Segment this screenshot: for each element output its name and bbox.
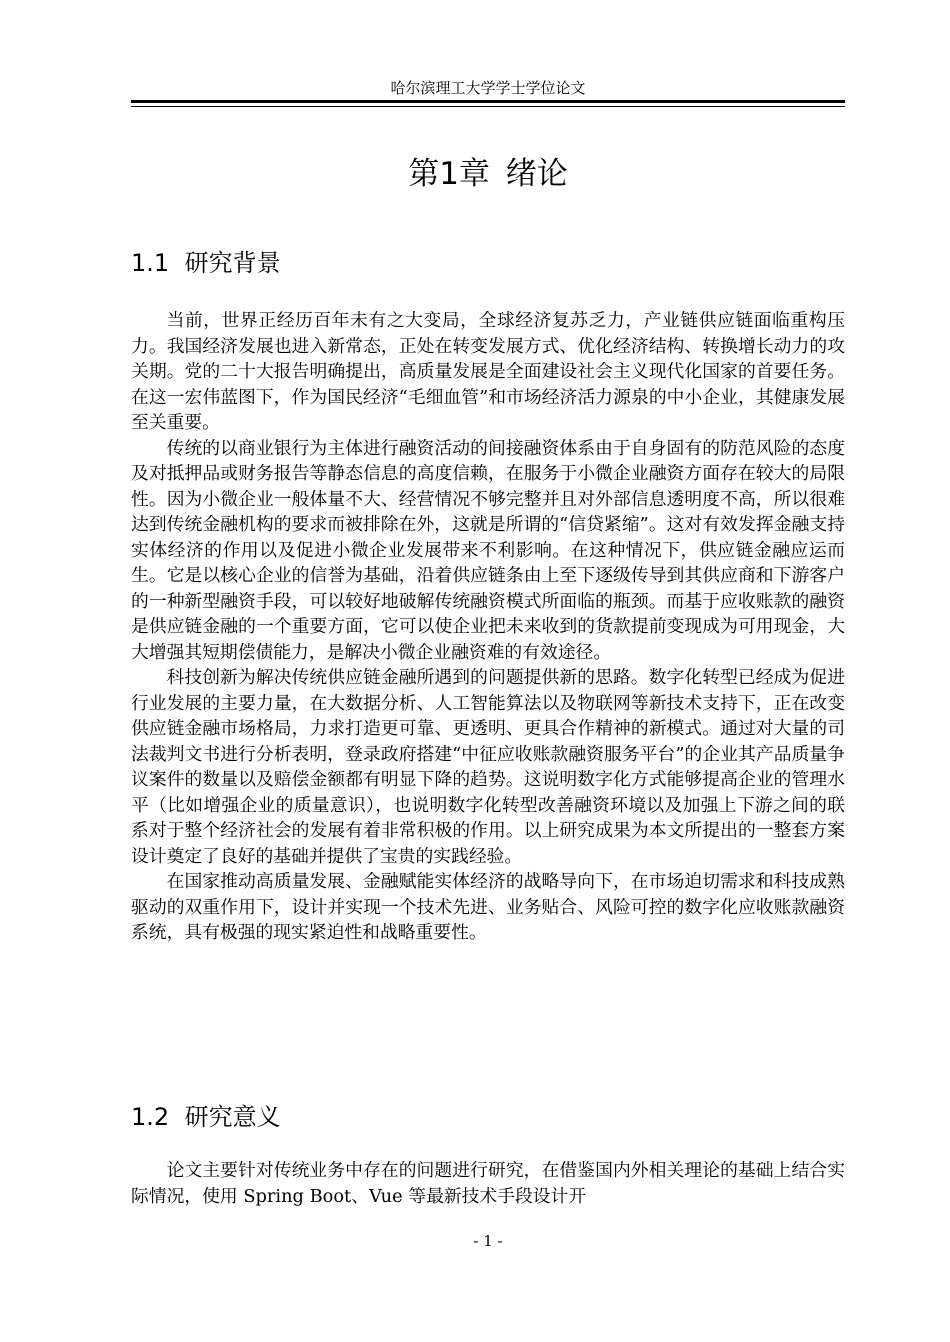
paragraph: 当前，世界正经历百年未有之大变局，全球经济复苏乏力，产业链供应链面临重构压力。我国经济发展也进入新常态，正处在转变发展方式、优化经济结构、转换增长动力的攻关期。党的二十大报告明确提出，高质量发展是全面建设社会主义现代化国家的首要任务。在这一宏伟蓝图下，作为国民经济“毛细血管”和市场经济活力源泉的中小企业，其健康发展至关重要。 xyxy=(131,310,845,433)
section-title: 研究意义 xyxy=(184,1103,281,1131)
running-header: 哈尔滨理工大学学士学位论文 xyxy=(390,79,586,97)
header-rule-thin xyxy=(131,106,845,107)
section-heading-1-2 xyxy=(131,1101,281,1133)
header-rule-thick xyxy=(131,100,845,103)
chapter-title: 第1章 绪论 xyxy=(408,156,568,192)
section-1-1-body xyxy=(131,308,845,946)
paragraph: 论文主要针对传统业务中存在的问题进行研究，在借鉴国内外相关理论的基础上结合实际情况，使用 Spring Boot、Vue 等最新技术手段设计开 xyxy=(131,1160,845,1207)
section-number: 1.1 xyxy=(131,249,170,277)
section-title: 研究背景 xyxy=(184,249,281,277)
paragraph: 科技创新为解决传统供应链金融所遇到的问题提供新的思路。数字化转型已经成为促进行业发展的主要力量，在大数据分析、人工智能算法以及物联网等新技术支持下，正在改变供应链金融市场格局，力求打造更可靠、更透明、更具合作精神的新模式。通过对大量的司法裁判文书进行分析表明，登录政府搭建“中征应收账款融资服务平台”的企业其产品质量争议案件的数量以及赔偿金额都有明显下降的趋势。这说明数字化方式能够提高企业的管理水平（比如增强企业的质量意识），也说明数字化转型改善融资环境以及加强上下游之间的联系对于整个经济社会的发展有着非常积极的作用。以上研究成果为本文所提出的一整套方案设计奠定了良好的基础并提供了宝贵的实践经验。 xyxy=(131,667,845,867)
section-heading-1-1 xyxy=(131,247,281,279)
paragraph: 在国家推动高质量发展、金融赋能实体经济的战略导向下，在市场迫切需求和科技成熟驱动的双重作用下，设计并实现一个技术先进、业务贴合、风险可控的数字化应收账款融资系统，具有极强的现实紧迫性和战略重要性。 xyxy=(131,871,845,943)
section-1-2-body xyxy=(131,1158,845,1209)
paragraph: 传统的以商业银行为主体进行融资活动的间接融资体系由于自身固有的防范风险的态度及对抵押品或财务报告等静态信息的高度信赖，在服务于小微企业融资方面存在较大的局限性。因为小微企业一般体量不大、经营情况不够完整并且对外部信息透明度不高，所以很难达到传统金融机构的要求而被排除在外，这就是所谓的“信贷紧缩”。这对有效发挥金融支持实体经济的作用以及促进小微企业发展带来不利影响。在这种情况下，供应链金融应运而生。它是以核心企业的信誉为基础，沿着供应链条由上至下逐级传导到其供应商和下游客户的一种新型融资手段，可以较好地破解传统融资模式所面临的瓶颈。而基于应收账款的融资是供应链金融的一个重要方面，它可以使企业把未来收到的货款提前变现成为可用现金，大大增强其短期偿债能力，是解决小微企业融资难的有效途径。 xyxy=(131,437,845,663)
page-number: - 1 - xyxy=(473,1232,503,1250)
section-number: 1.2 xyxy=(131,1103,170,1131)
